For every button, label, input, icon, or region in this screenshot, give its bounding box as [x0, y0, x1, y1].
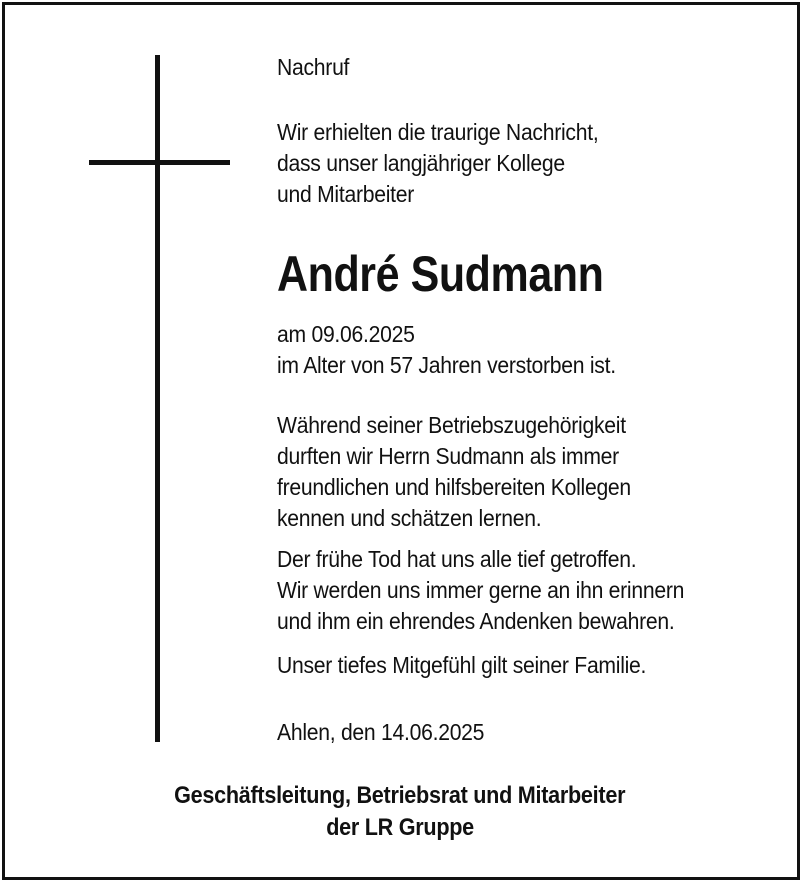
loss-line: Der frühe Tod hat uns alle tief getroffen. [277, 546, 637, 572]
cross-vertical-bar [155, 55, 160, 742]
tenure-line: freundlichen und hilfsbereiten Kollegen [277, 474, 631, 500]
signature-block [0, 780, 800, 844]
place-date-line: Ahlen, den 14.06.2025 [277, 719, 485, 745]
signature-company-line: der LR Gruppe [326, 814, 474, 841]
obituary-heading [277, 52, 349, 83]
age-line: im Alter von 57 Jahren verstorben ist. [277, 352, 616, 378]
death-date-line: am 09.06.2025 [277, 321, 415, 347]
heading-text: Nachruf [277, 54, 350, 80]
tenure-paragraph [277, 410, 631, 534]
sympathy-line: Unser tiefes Mitgefühl gilt seiner Familie. [277, 652, 647, 678]
intro-paragraph [277, 117, 598, 210]
tenure-line: kennen und schätzen lernen. [277, 505, 542, 531]
loss-line: und ihm ein ehrendes Andenken bewahren. [277, 608, 675, 634]
deceased-name: André Sudmann [277, 246, 604, 302]
tenure-line: durften wir Herrn Sudmann als immer [277, 443, 619, 469]
place-and-date [277, 717, 484, 748]
intro-line: Wir erhielten die traurige Nachricht, [277, 119, 599, 145]
intro-line: dass unser langjähriger Kollege [277, 150, 565, 176]
death-date-paragraph [277, 319, 616, 381]
intro-line: und Mitarbeiter [277, 181, 415, 207]
tenure-line: Während seiner Betriebszugehörigkeit [277, 412, 626, 438]
sympathy-paragraph [277, 650, 646, 681]
signature-line: Geschäftsleitung, Betriebsrat und Mitarbeiter [174, 782, 626, 809]
cross-horizontal-bar [89, 160, 230, 165]
loss-paragraph [277, 544, 684, 637]
loss-line: Wir werden uns immer gerne an ihn erinnern [277, 577, 685, 603]
